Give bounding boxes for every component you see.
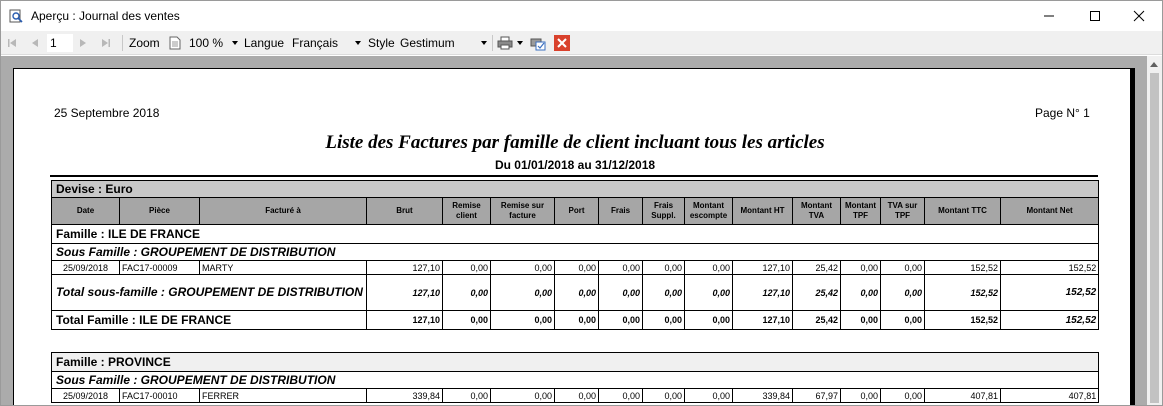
total-value: 152,52	[925, 275, 1001, 311]
style-select[interactable]	[397, 34, 489, 52]
total-value: 0,00	[555, 275, 599, 311]
cell-value: 152,52	[925, 261, 1001, 275]
zoom-value: 100 %	[189, 36, 224, 50]
scroll-thumb[interactable]	[1150, 73, 1159, 403]
minimize-button[interactable]	[1026, 1, 1072, 31]
scroll-up-icon[interactable]	[1150, 62, 1158, 67]
column-header: TVA sur TPF	[881, 198, 925, 225]
total-sous-famille-label: Total sous-famille : GROUPEMENT DE DISTRIBUTION	[52, 275, 367, 311]
total-value: 152,52	[1001, 275, 1099, 311]
print-options-button[interactable]	[517, 31, 523, 55]
total-value: 0,00	[599, 275, 643, 311]
column-header: Brut	[367, 198, 443, 225]
report-page	[13, 68, 1135, 405]
cell-facture: FERRER	[200, 389, 367, 403]
total-value: 0,00	[643, 275, 685, 311]
column-header: Montant TPF	[841, 198, 881, 225]
total-sous-famille-row	[52, 275, 1099, 311]
next-page-button[interactable]	[79, 31, 87, 55]
report-viewer[interactable]	[1, 56, 1162, 405]
chevron-down-icon	[232, 41, 238, 45]
cell-value: 407,81	[1001, 389, 1099, 403]
cell-date: 25/09/2018	[52, 261, 120, 275]
style-label: Style	[368, 36, 395, 50]
table-header	[52, 198, 1099, 225]
famille-row	[52, 225, 1099, 244]
total-value: 127,10	[733, 275, 793, 311]
vertical-scrollbar[interactable]	[1147, 56, 1162, 405]
maximize-button[interactable]	[1072, 1, 1118, 31]
sous-famille-label: Sous Famille : GROUPEMENT DE DISTRIBUTION	[52, 244, 1099, 261]
print-setup-icon	[530, 35, 546, 51]
total-value: 152,52	[1001, 311, 1099, 330]
cell-value: 339,84	[367, 389, 443, 403]
table-row	[52, 261, 1099, 275]
cell-value: 0,00	[881, 261, 925, 275]
total-value: 0,00	[841, 311, 881, 330]
cell-value: 152,52	[1001, 261, 1099, 275]
cell-value: 0,00	[443, 261, 491, 275]
next-page-icon	[79, 37, 87, 49]
total-value: 0,00	[881, 311, 925, 330]
cell-value: 0,00	[643, 389, 685, 403]
total-value: 127,10	[367, 275, 443, 311]
style-value: Gestimum	[400, 36, 455, 50]
close-button[interactable]	[1116, 1, 1162, 31]
column-header: Montant HT	[733, 198, 793, 225]
devise-row	[52, 181, 1099, 198]
sous-famille-label: Sous Famille : GROUPEMENT DE DISTRIBUTION	[52, 372, 1099, 389]
column-header: Frais Suppl.	[643, 198, 685, 225]
cell-value: 25,42	[793, 261, 841, 275]
first-page-icon	[7, 37, 17, 49]
column-header: Port	[555, 198, 599, 225]
langue-label: Langue	[244, 36, 285, 50]
cell-value: 0,00	[555, 261, 599, 275]
total-value: 0,00	[555, 311, 599, 330]
total-value: 25,42	[793, 275, 841, 311]
title-bar	[1, 1, 1162, 31]
close-icon	[554, 35, 570, 51]
cell-value: 0,00	[599, 261, 643, 275]
total-value: 0,00	[643, 311, 685, 330]
last-page-button[interactable]	[101, 31, 111, 55]
preview-icon	[9, 9, 23, 23]
zoom-select[interactable]	[185, 34, 240, 52]
zoom-label: Zoom	[129, 36, 160, 50]
total-value: 0,00	[841, 275, 881, 311]
chevron-down-icon	[517, 40, 523, 46]
famille-label: Famille : PROVINCE	[52, 353, 1099, 372]
cell-value: 0,00	[841, 261, 881, 275]
total-value: 25,42	[793, 311, 841, 330]
cell-value: 339,84	[733, 389, 793, 403]
cell-value: 0,00	[685, 389, 733, 403]
divider	[50, 175, 1098, 177]
preview-toolbar	[1, 31, 1162, 55]
column-header: Montant TTC	[925, 198, 1001, 225]
total-value: 127,10	[367, 311, 443, 330]
cell-value: 0,00	[643, 261, 685, 275]
print-setup-button[interactable]	[530, 31, 546, 55]
total-value: 152,52	[925, 311, 1001, 330]
cell-value: 0,00	[841, 389, 881, 403]
cell-value: 407,81	[925, 389, 1001, 403]
total-value: 127,10	[733, 311, 793, 330]
minimize-icon	[1043, 10, 1055, 22]
cell-value: 0,00	[491, 261, 555, 275]
langue-value: Français	[292, 36, 339, 50]
previous-page-icon	[31, 37, 39, 49]
total-famille-label: Total Famille : ILE DE FRANCE	[52, 311, 367, 330]
window-title: Aperçu : Journal des ventes	[31, 9, 180, 23]
cell-piece: FAC17-00010	[120, 389, 200, 403]
total-famille-row	[52, 311, 1099, 330]
column-header: Remise sur facture	[491, 198, 555, 225]
cell-date: 25/09/2018	[52, 389, 120, 403]
printer-icon	[497, 36, 513, 50]
close-icon	[1133, 10, 1145, 22]
report-title: Liste des Factures par famille de client incluant tous les articles	[325, 132, 825, 153]
langue-select[interactable]	[289, 34, 363, 52]
famille-label: Famille : ILE DE FRANCE	[52, 225, 1099, 244]
close-preview-button[interactable]	[554, 31, 570, 55]
column-header: Frais	[599, 198, 643, 225]
sous-famille-row	[52, 244, 1099, 261]
total-value: 0,00	[443, 275, 491, 311]
print-button[interactable]	[497, 31, 513, 55]
devise-label: Devise : Euro	[52, 181, 1099, 198]
cell-value: 127,10	[367, 261, 443, 275]
first-page-button[interactable]	[7, 31, 17, 55]
cell-value: 127,10	[733, 261, 793, 275]
cell-value: 0,00	[443, 389, 491, 403]
cell-value: 0,00	[881, 389, 925, 403]
cell-value: 0,00	[599, 389, 643, 403]
column-header: Pièce	[120, 198, 200, 225]
cell-value: 0,00	[555, 389, 599, 403]
total-value: 0,00	[443, 311, 491, 330]
chevron-down-icon	[355, 41, 361, 45]
total-value: 0,00	[491, 311, 555, 330]
sous-famille-row	[52, 372, 1099, 389]
table-row	[52, 389, 1099, 403]
total-value: 0,00	[685, 275, 733, 311]
column-header: Remise client	[443, 198, 491, 225]
maximize-icon	[1089, 10, 1101, 22]
total-value: 0,00	[685, 311, 733, 330]
cell-value: 0,00	[685, 261, 733, 275]
cell-value: 67,97	[793, 389, 841, 403]
page-icon	[169, 31, 181, 55]
report-table	[51, 180, 1099, 330]
column-header: Facturé à	[200, 198, 367, 225]
total-value: 0,00	[881, 275, 925, 311]
cell-value: 0,00	[491, 389, 555, 403]
previous-page-button[interactable]	[31, 31, 39, 55]
column-header: Montant TVA	[793, 198, 841, 225]
report-subtitle: Du 01/01/2018 au 31/12/2018	[494, 158, 656, 172]
famille-row	[52, 353, 1099, 372]
column-header: Date	[52, 198, 120, 225]
total-value: 0,00	[599, 311, 643, 330]
toolbar-separator	[492, 35, 493, 51]
last-page-icon	[101, 37, 111, 49]
cell-facture: MARTY	[200, 261, 367, 275]
report-date: 25 Septembre 2018	[54, 106, 160, 120]
chevron-down-icon	[481, 41, 487, 45]
column-header: Montant escompte	[685, 198, 733, 225]
column-header: Montant Net	[1001, 198, 1099, 225]
report-page-number: Page N° 1	[1035, 106, 1090, 120]
toolbar-separator	[122, 35, 123, 51]
total-value: 0,00	[491, 275, 555, 311]
cell-piece: FAC17-00009	[120, 261, 200, 275]
report-table-province	[51, 352, 1099, 403]
page-number-input[interactable]: 1	[47, 34, 73, 52]
